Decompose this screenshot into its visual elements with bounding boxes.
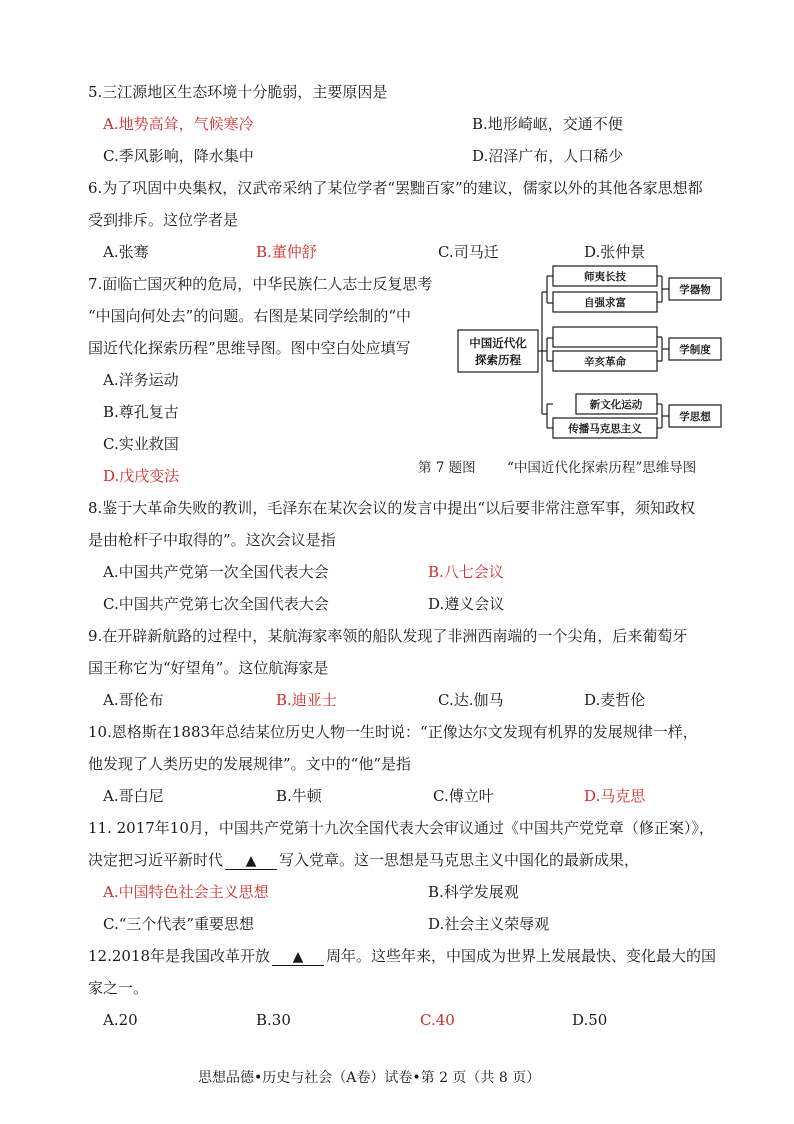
q11-option-a: A.中国特色社会主义思想 <box>103 883 269 901</box>
q9-stem-line2: 国王称它为“好望角”。这位航海家是 <box>88 659 329 677</box>
q10-option-a: A.哥白尼 <box>103 787 164 805</box>
q11-stem-line2 <box>88 850 639 870</box>
q10-option-c: C.傅立叶 <box>433 787 494 805</box>
q7-figure-caption-title: “中国近代化探索历程”思维导图 <box>507 460 697 476</box>
q10-option-d: D.马克思 <box>584 787 646 805</box>
q11-answer-blank: ▲ <box>225 853 277 870</box>
q5-option-b: B.地形崎岖，交通不便 <box>472 115 623 133</box>
q7-figure-caption-number: 第 7 题图 <box>418 460 476 476</box>
mind-map-text-shiyi: 师夷长技 <box>584 271 626 283</box>
q8-stem-line2: 是由枪杆子中取得的”。这次会议是指 <box>88 531 336 549</box>
q8-stem-line1: 8.鉴于大革命失败的教训，毛泽东在某次会议的发言中提出“以后要非常注意军事，须知政权 <box>88 499 695 517</box>
q7-option-b: B.尊孔复古 <box>103 403 179 421</box>
mind-map-text-ziqiang: 自强求富 <box>584 297 626 309</box>
q8-option-d: D.遵义会议 <box>428 595 505 613</box>
q9-option-c: C.达.伽马 <box>438 691 504 709</box>
q10-option-b: B.牛顿 <box>276 787 322 805</box>
q7-option-c: C.实业救国 <box>103 435 179 453</box>
mind-map-root-line2: 探索历程 <box>475 353 521 367</box>
q7-stem-line2: “中国向何处去”的问题。右图是某同学绘制的“中 <box>88 307 412 325</box>
mind-map-root-line1: 中国近代化 <box>469 336 527 350</box>
q6-stem-line1: 6.为了巩固中央集权，汉武帝采纳了某位学者“罢黜百家”的建议，儒家以外的其他各家思想都 <box>88 179 703 197</box>
q9-option-d: D.麦哲伦 <box>584 691 646 709</box>
q5-option-c: C.季风影响，降水集中 <box>103 147 254 165</box>
q7-stem-line1: 7.面临亡国灭种的危局，中华民族仁人志士反复思考 <box>88 275 433 293</box>
mind-map-blank-box <box>553 327 657 347</box>
q6-option-b: B.董仲舒 <box>256 243 317 261</box>
q6-stem-line2: 受到排斥。这位学者是 <box>88 211 239 229</box>
q10-stem-line2: 他发现了人类历史的发展规律”。文中的“他”是指 <box>88 755 412 773</box>
mind-map-text-xinhai: 辛亥革命 <box>584 356 626 368</box>
q7-stem-line3: 国近代化探索历程”思维导图。图中空白处应填写 <box>88 339 411 357</box>
q11-stem-line1: 11. 2017年10月，中国共产党第十九次全国代表大会审议通过《中国共产党党章（修正案）》， <box>88 819 714 837</box>
q12-answer-blank: ▲ <box>272 949 324 966</box>
q9-stem-line1: 9.在开辟新航路的过程中，某航海家率领的船队发现了非洲西南端的一个尖角，后来葡萄牙 <box>88 627 688 645</box>
q12-stem-line1 <box>88 946 716 966</box>
mind-map-cat-sixiang: 学思想 <box>679 411 711 423</box>
q5-option-a: A.地势高耸，气候寒冷 <box>103 115 254 133</box>
q11-option-b: B.科学发展观 <box>428 883 519 901</box>
q9-option-b: B.迪亚士 <box>276 691 337 709</box>
q12-stem-line1-start: 12.2018年是我国改革开放 <box>88 947 271 965</box>
q11-option-c: C.“三个代表”重要思想 <box>103 915 255 933</box>
q7-mind-map-figure <box>455 258 745 448</box>
q10-stem-line1: 10.恩格斯在1883年总结某位历史人物一生时说：“正像达尔文发现有机界的发展规律一样， <box>88 723 698 741</box>
q5-stem: 5.三江源地区生态环境十分脆弱，主要原因是 <box>88 83 388 101</box>
mind-map-text-makesi: 传播马克思主义 <box>568 423 642 435</box>
q9-option-a: A.哥伦布 <box>103 691 164 709</box>
q5-option-d: D.沼泽广布，人口稀少 <box>472 147 624 165</box>
q8-option-a: A.中国共产党第一次全国代表大会 <box>103 563 329 581</box>
q11-stem-line2-start: 决定把习近平新时代 <box>88 851 224 869</box>
q12-stem-line2: 家之一。 <box>88 979 149 997</box>
page-footer: 思想品德•历史与社会（A卷）试卷•第 2 页（共 8 页） <box>198 1070 541 1086</box>
q12-option-c: C.40 <box>420 1011 455 1029</box>
q6-option-c: C.司马迁 <box>438 243 499 261</box>
q8-option-b: B.八七会议 <box>428 563 504 581</box>
q12-option-a: A.20 <box>103 1011 138 1029</box>
q12-option-d: D.50 <box>572 1011 608 1029</box>
q7-option-d: D.戊戌变法 <box>103 467 180 485</box>
q12-option-b: B.30 <box>256 1011 291 1029</box>
q6-option-d: D.张仲景 <box>584 243 646 261</box>
q11-stem-line2-end: 写入党章。这一思想是马克思主义中国化的最新成果， <box>279 851 640 869</box>
mind-map-cat-qiwu: 学器物 <box>679 284 711 296</box>
mind-map-cat-zhidu: 学制度 <box>679 344 711 356</box>
mind-map-text-xinwenhua: 新文化运动 <box>589 399 643 411</box>
q6-option-a: A.张骞 <box>103 243 149 261</box>
q11-option-d: D.社会主义荣辱观 <box>428 915 550 933</box>
q7-option-a: A.洋务运动 <box>103 371 179 389</box>
q8-option-c: C.中国共产党第七次全国代表大会 <box>103 595 329 613</box>
q12-stem-line1-end: 周年。这些年来，中国成为世界上发展最快、变化最大的国 <box>326 947 717 965</box>
